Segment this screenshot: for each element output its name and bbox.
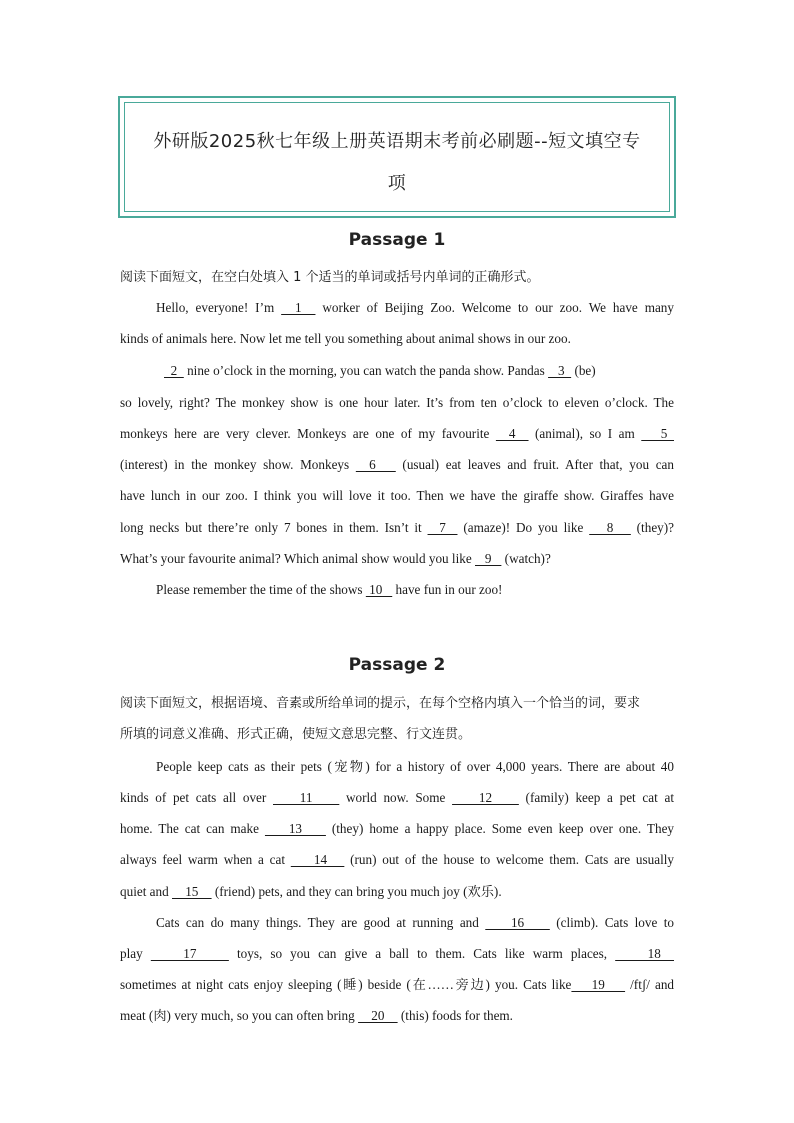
- answer-blank[interactable]: 13: [264, 821, 326, 836]
- answer-blank[interactable]: 4: [495, 426, 529, 441]
- passage-text: kinds of pet cats all over: [120, 790, 273, 805]
- document-title-line-2: 项: [387, 173, 407, 194]
- answer-blank[interactable]: 9: [475, 551, 502, 566]
- passage-line: [120, 457, 674, 473]
- passage-text: (usual) eat leaves and fruit. After that, you can: [395, 457, 675, 472]
- passage-line: [156, 582, 674, 598]
- passage-text: People keep cats as their pets (宠物) for a history of over 4,000 years. There are about 40: [156, 759, 674, 774]
- passage-line: [120, 331, 674, 347]
- passage-text: What’s your favourite animal? Which animal show would you like: [120, 551, 475, 566]
- passage-line: [120, 488, 674, 504]
- answer-blank[interactable]: 17: [150, 946, 229, 961]
- answer-blank[interactable]: 15: [172, 884, 212, 899]
- passage-line: [120, 977, 674, 993]
- passage-line: [120, 520, 674, 536]
- answer-blank[interactable]: 18: [615, 946, 674, 961]
- passage-text: (they)?: [630, 520, 675, 535]
- answer-blank[interactable]: 7: [427, 520, 458, 535]
- passage-line: [164, 363, 674, 379]
- passage-text: meat (肉) very much, so you can often bring: [120, 1008, 359, 1023]
- passage-line: [156, 759, 674, 775]
- passage-text: kinds of animals here. Now let me tell you something about animal shows in our zoo.: [120, 331, 571, 346]
- answer-blank[interactable]: 12: [452, 790, 519, 805]
- passage-line: [120, 395, 674, 411]
- answer-blank[interactable]: 14: [290, 852, 345, 867]
- passage-text: have lunch in our zoo. I think you will love it too. Then we have the giraffe show. Giraffes have: [120, 488, 674, 503]
- passage-text: (watch)?: [501, 551, 551, 566]
- answer-blank[interactable]: 16: [485, 915, 550, 930]
- passage-text: (family) keep a pet cat at: [518, 790, 675, 805]
- passage-1-instruction: 阅读下面短文，在空白处填入 1 个适当的单词或括号内单词的正确形式。: [120, 270, 540, 285]
- passage-text: sometimes at night cats enjoy sleeping (睡) beside (在……旁边) you. Cats like: [120, 977, 572, 992]
- passage-text: (this) foods for them.: [397, 1008, 513, 1023]
- answer-blank[interactable]: 8: [589, 520, 631, 535]
- answer-blank[interactable]: 1: [281, 300, 316, 315]
- passage-1-heading: Passage 1: [348, 230, 446, 250]
- passage-2-instruction-line: 阅读下面短文，根据语境、音素或所给单词的提示，在每个空格内填入一个恰当的词，要求: [120, 696, 641, 711]
- answer-blank[interactable]: 11: [273, 790, 340, 805]
- passage-line: [120, 852, 674, 868]
- passage-text: home. The cat can make: [120, 821, 265, 836]
- passage-text: (run) out of the house to welcome them. Cats are usually: [344, 852, 674, 867]
- passage-text: have fun in our zoo!: [392, 582, 503, 597]
- passage-text: Please remember the time of the shows: [156, 582, 366, 597]
- passage-text: (they) home a happy place. Some even keep over one. They: [325, 821, 675, 836]
- passage-text: world now. Some: [339, 790, 453, 805]
- passage-text: (friend) pets, and they can bring you much joy (欢乐).: [211, 884, 502, 899]
- passage-text: (be): [571, 363, 596, 378]
- passage-line: [120, 884, 674, 900]
- title-inner-border: [124, 102, 670, 212]
- passage-2-heading: Passage 2: [348, 655, 446, 675]
- passage-text: (interest) in the monkey show. Monkeys: [120, 457, 356, 472]
- passage-line: [120, 1008, 674, 1024]
- answer-blank[interactable]: 5: [641, 426, 674, 441]
- passage-text: (climb). Cats love to: [549, 915, 675, 930]
- passage-line: [120, 821, 674, 837]
- answer-blank[interactable]: 3: [548, 363, 572, 378]
- passage-text: (animal), so I am: [528, 426, 642, 441]
- passage-text: long necks but there’re only 7 bones in them. Isn’t it: [120, 520, 428, 535]
- passage-text: (amaze)! Do you like: [457, 520, 590, 535]
- passage-text: worker of Beijing Zoo. Welcome to our zoo. We have many: [315, 300, 674, 315]
- answer-blank[interactable]: 19: [571, 977, 626, 992]
- passage-text: always feel warm when a cat: [120, 852, 291, 867]
- answer-blank[interactable]: 6: [355, 457, 396, 472]
- passage-2-instruction-line: 所填的词意义准确、形式正确，使短文意思完整、行文连贯。: [120, 727, 472, 742]
- passage-text: Cats can do many things. They are good at running and: [156, 915, 486, 930]
- passage-text: monkeys here are very clever. Monkeys are one of my favourite: [120, 426, 496, 441]
- document-title-line-1: 外研版2025秋七年级上册英语期末考前必刷题--短文填空专: [153, 131, 641, 152]
- passage-text: /ftʃ/ and: [625, 977, 675, 992]
- passage-line: [120, 551, 674, 567]
- passage-line: [120, 426, 674, 442]
- title-box: [118, 96, 676, 218]
- passage-text: so lovely, right? The monkey show is one hour later. It’s from ten o’clock to eleven o’clock. The: [120, 395, 674, 410]
- passage-text: play: [120, 946, 151, 961]
- passage-line: [156, 300, 674, 316]
- passage-text: Hello, everyone! I’m: [156, 300, 282, 315]
- passage-text: toys, so you can give a ball to them. Cats like warm places,: [228, 946, 616, 961]
- answer-blank[interactable]: 10: [365, 582, 393, 597]
- passage-text: quiet and: [120, 884, 173, 899]
- passage-text: nine o’clock in the morning, you can watch the panda show. Pandas: [183, 363, 549, 378]
- passage-line: [156, 915, 674, 931]
- answer-blank[interactable]: 20: [358, 1008, 398, 1023]
- answer-blank[interactable]: 2: [164, 363, 184, 378]
- passage-line: [120, 790, 674, 806]
- passage-line: [120, 946, 674, 962]
